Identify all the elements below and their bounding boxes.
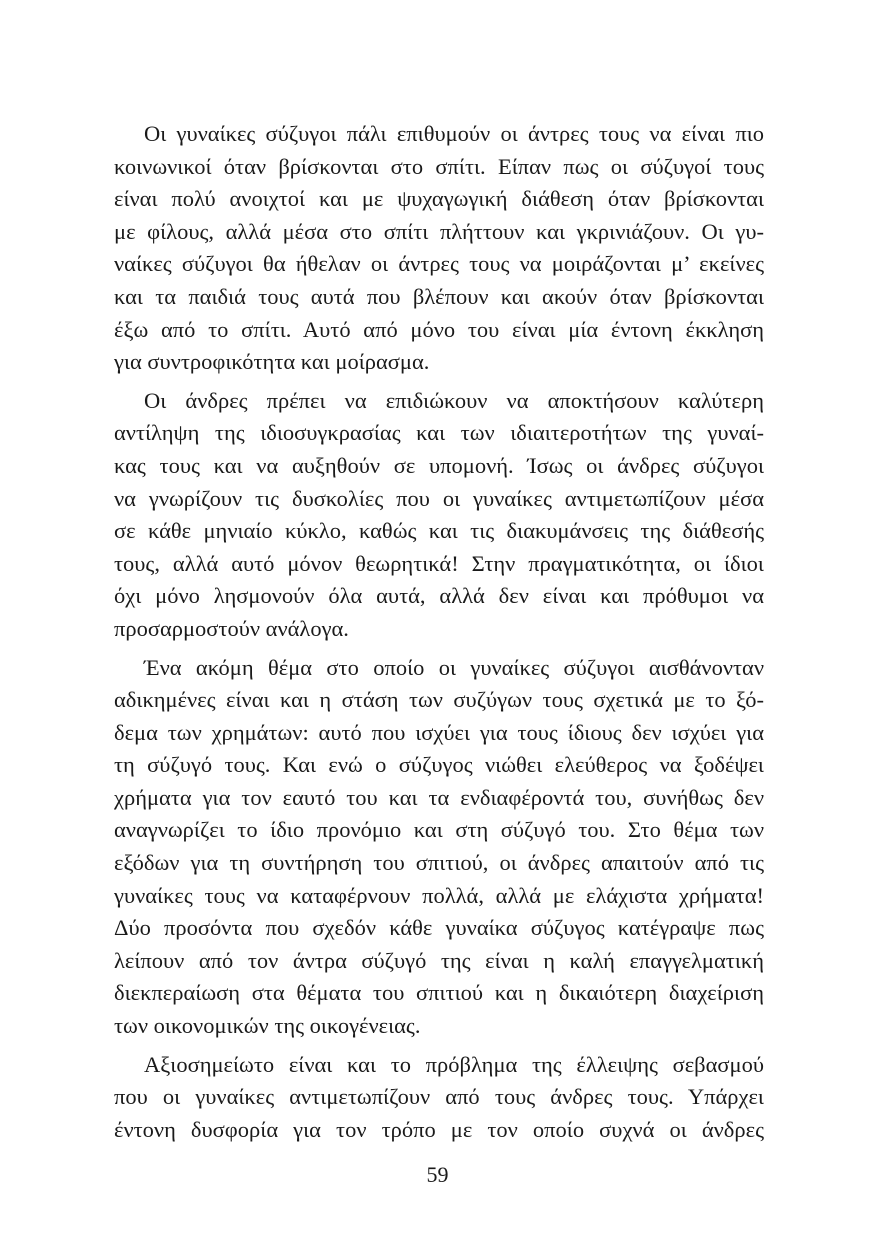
body-text [114, 118, 764, 1152]
text-line: χρήματα για τον εαυτό του και τα ενδιαφέροντά του, συνήθως δεν [114, 784, 764, 810]
text-line: Οι άνδρες πρέπει να επιδιώκουν να αποκτήσουν καλύτερη [144, 387, 764, 413]
text-line: λείπουν από τον άντρα σύζυγό της είναι η καλή επαγγελματική [114, 947, 764, 973]
text-line: είναι πολύ ανοιχτοί και με ψυχαγωγική διάθεση όταν βρίσκονται [114, 186, 764, 212]
text-line: για συντροφικότητα και μοίρασμα. [114, 349, 430, 375]
text-line: γυναίκες τους να καταφέρνουν πολλά, αλλά με ελάχιστα χρήματα! [114, 882, 764, 908]
text-line: κας τους και να αυξηθούν σε υπομονή. Ίσως οι άνδρες σύζυγοι [114, 452, 764, 478]
paragraph [114, 385, 764, 646]
text-line: διεκπεραίωση στα θέματα του σπιτιού και η δικαιότερη διαχείριση [114, 980, 764, 1006]
text-line: με φίλους, αλλά μέσα στο σπίτι πλήττουν και γκρινιάζουν. Οι γυ- [114, 218, 764, 244]
text-line: Οι γυναίκες σύζυγοι πάλι επιθυμούν οι άντρες τους να είναι πιο [144, 121, 764, 146]
text-line: Δύο προσόντα που σχεδόν κάθε γυναίκα σύζυγος κατέγραψε πως [114, 915, 764, 941]
text-line: όχι μόνο λησμονούν όλα αυτά, αλλά δεν είναι και πρόθυμοι να [114, 583, 764, 609]
page-number: 59 [426, 1162, 449, 1187]
text-line: τους, αλλά αυτό μόνον θεωρητικά! Στην πραγματικότητα, οι ίδιοι [114, 550, 764, 576]
text-line: τη σύζυγό τους. Και ενώ ο σύζυγος νιώθει ελεύθερος να ξοδέψει [114, 752, 764, 778]
paragraph [114, 652, 764, 1043]
paragraph [114, 118, 764, 379]
text-line: δεμα των χρημάτων: αυτό που ισχύει για τους ίδιους δεν ισχύει για [114, 719, 764, 745]
text-line: έξω από το σπίτι. Αυτό από μόνο του είναι μία έντονη έκκληση [114, 316, 764, 342]
text-line: Αξιοσημείωτο είναι και το πρόβλημα της έλλειψης σεβασμού [144, 1051, 764, 1077]
text-line: που οι γυναίκες αντιμετωπίζουν από τους άνδρες τους. Υπάρχει [114, 1084, 764, 1110]
text-line: αντίληψη της ιδιοσυγκρασίας και των ιδιαιτεροτήτων της γυναί- [114, 420, 764, 446]
text-line: σε κάθε μηνιαίο κύκλο, καθώς και τις διακυμάνσεις της διάθεσής [114, 518, 764, 544]
text-line: Ένα ακόμη θέμα στο οποίο οι γυναίκες σύζυγοι αισθάνονταν [144, 654, 764, 680]
text-line: να γνωρίζουν τις δυσκολίες που οι γυναίκες αντιμετωπίζουν μέσα [114, 485, 764, 511]
text-line: αναγνωρίζει το ίδιο προνόμιο και στη σύζυγό του. Στο θέμα των [114, 817, 764, 843]
text-line: αδικημένες είναι και η στάση των συζύγων τους σχετικά με το ξό- [114, 687, 764, 713]
text-line: εξόδων για τη συντήρηση του σπιτιού, οι άνδρες απαιτούν από τις [114, 850, 764, 876]
text-line: κοινωνικοί όταν βρίσκονται στο σπίτι. Είπαν πως οι σύζυγοί τους [114, 153, 764, 179]
text-line: των οικονομικών της οικογένειας. [114, 1013, 421, 1039]
text-line: έντονη δυσφορία για τον τρόπο με τον οποίο συχνά οι άνδρες [114, 1116, 764, 1142]
text-line: προσαρμοστούν ανάλογα. [114, 615, 349, 641]
text-line: και τα παιδιά τους αυτά που βλέπουν και ακούν όταν βρίσκονται [114, 283, 764, 309]
paragraph [114, 1049, 764, 1147]
text-line: ναίκες σύζυγοι θα ήθελαν οι άντρες τους να μοιράζονται μ’ εκείνες [114, 251, 764, 277]
